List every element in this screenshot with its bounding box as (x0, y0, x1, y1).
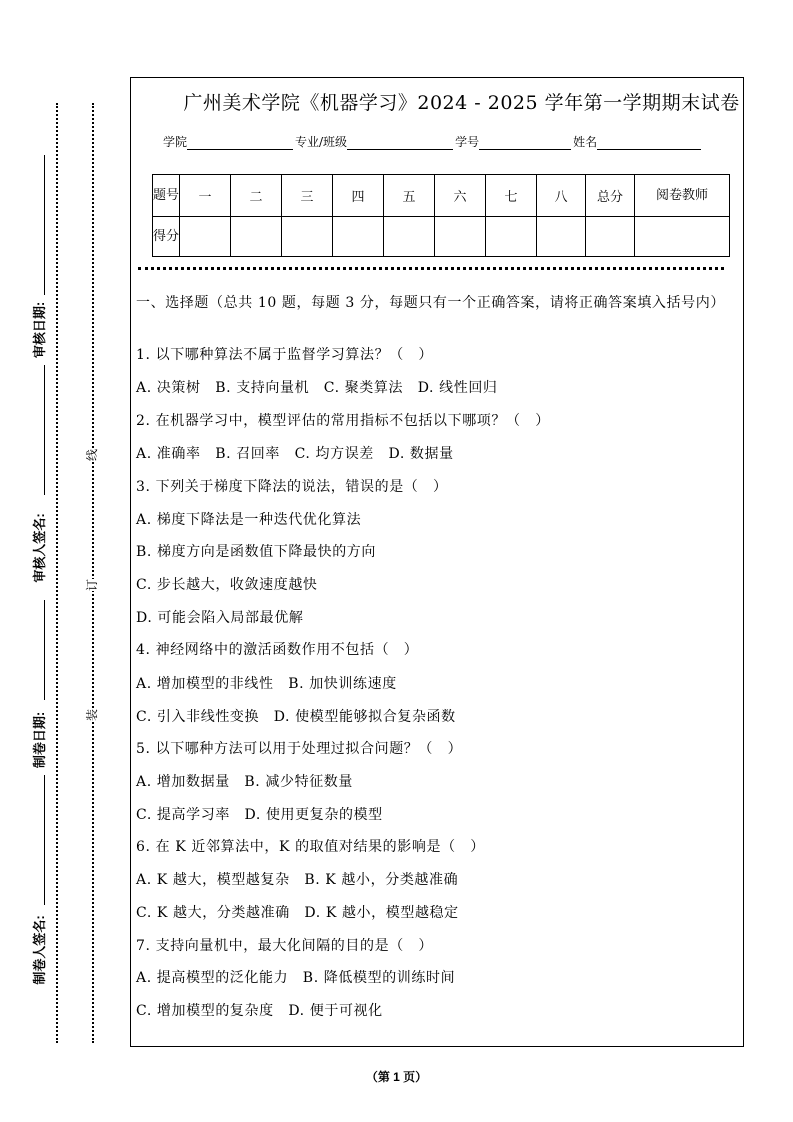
page-number: （第 1 页） (365, 1070, 428, 1084)
score-cell-7[interactable] (486, 217, 537, 257)
question-1: 1. 以下哪种算法不属于监督学习算法？（ ） (136, 347, 434, 363)
college-label: 学院 (163, 135, 188, 149)
q4-options-cd: C. 引入非线性变换 D. 使模型能够拟合复杂函数 (136, 709, 456, 725)
header-separator (138, 267, 724, 270)
score-table (152, 174, 730, 257)
q7-options-cd: C. 增加模型的复杂度 D. 便于可视化 (136, 1003, 383, 1019)
question-5: 5. 以下哪种方法可以用于处理过拟合问题？（ ） (136, 741, 463, 757)
major-class-field[interactable] (347, 136, 453, 150)
exam-title: 广州美术学院《机器学习》2024 - 2025 学年第一学期期末试卷 (183, 92, 740, 114)
q1-options: A. 决策树 B. 支持向量机 C. 聚类算法 D. 线性回归 (136, 380, 498, 396)
q6-options-ab: A. K 越大，模型越复杂 B. K 越小，分类越准确 (136, 872, 459, 888)
name-field[interactable] (597, 136, 701, 150)
score-cell-1[interactable] (180, 217, 231, 257)
q3-option-d: D. 可能会陷入局部最优解 (136, 610, 304, 626)
score-row-header: 得分 (153, 217, 180, 257)
binding-char-ding: 订 (85, 578, 99, 591)
name-label: 姓名 (573, 135, 598, 149)
col-total: 总分 (586, 175, 635, 217)
q3-option-a: A. 梯度下降法是一种迭代优化算法 (136, 512, 362, 528)
col-3: 三 (282, 175, 333, 217)
col-4: 四 (333, 175, 384, 217)
binding-dotted-line (92, 103, 94, 1043)
question-6: 6. 在 K 近邻算法中，K 的取值对结果的影响是（ ） (136, 839, 485, 855)
binding-char-line: 线 (85, 448, 99, 461)
q5-options-ab: A. 增加数据量 B. 减少特征数量 (136, 774, 353, 790)
score-cell-8[interactable] (537, 217, 586, 257)
score-cell-6[interactable] (435, 217, 486, 257)
q4-options-ab: A. 增加模型的非线性 B. 加快训练速度 (136, 676, 397, 692)
score-cell-4[interactable] (333, 217, 384, 257)
col-2: 二 (231, 175, 282, 217)
question-2: 2. 在机器学习中，模型评估的常用指标不包括以下哪项？（ ） (136, 413, 550, 429)
q2-options: A. 准确率 B. 召回率 C. 均方误差 D. 数据量 (136, 446, 454, 462)
q6-options-cd: C. K 越大，分类越准确 D. K 越小，模型越稳定 (136, 905, 459, 921)
score-cell-total[interactable] (586, 217, 635, 257)
section-intro: 一、选择题（总共 10 题，每题 3 分，每题只有一个正确答案，请将正确答案填入括号内） (136, 295, 725, 311)
question-4: 4. 神经网络中的激活函数作用不包括（ ） (136, 642, 419, 658)
col-1: 一 (180, 175, 231, 217)
col-7: 七 (486, 175, 537, 217)
col-5: 五 (384, 175, 435, 217)
col-6: 六 (435, 175, 486, 217)
col-8: 八 (537, 175, 586, 217)
maker-date-line[interactable] (44, 600, 45, 700)
student-info-row (163, 133, 703, 150)
score-cell-5[interactable] (384, 217, 435, 257)
score-cell-2[interactable] (231, 217, 282, 257)
binding-char-zhuang: 装 (85, 708, 99, 721)
q3-option-b: B. 梯度方向是函数值下降最快的方向 (136, 544, 376, 560)
score-cell-3[interactable] (282, 217, 333, 257)
question-number-header: 题号 (153, 175, 180, 217)
student-id-field[interactable] (479, 136, 571, 150)
reviewer-header: 阅卷教师 (635, 175, 730, 217)
q5-options-cd: C. 提高学习率 D. 使用更复杂的模型 (136, 807, 383, 823)
reviewer-sign-line[interactable] (44, 365, 45, 495)
college-field[interactable] (187, 136, 293, 150)
q7-options-ab: A. 提高模型的泛化能力 B. 降低模型的训练时间 (136, 970, 456, 986)
question-3: 3. 下列关于梯度下降法的说法，错误的是（ ） (136, 479, 448, 495)
signature-dotted-line (56, 103, 58, 1043)
q3-option-c: C. 步长越大，收敛速度越快 (136, 577, 318, 593)
student-id-label: 学号 (455, 135, 480, 149)
reviewer-date-line[interactable] (44, 155, 45, 295)
question-7: 7. 支持向量机中，最大化间隔的目的是（ ） (136, 938, 434, 954)
maker-sign-line[interactable] (44, 775, 45, 905)
major-class-label: 专业/班级 (295, 135, 348, 149)
reviewer-cell[interactable] (635, 217, 730, 257)
